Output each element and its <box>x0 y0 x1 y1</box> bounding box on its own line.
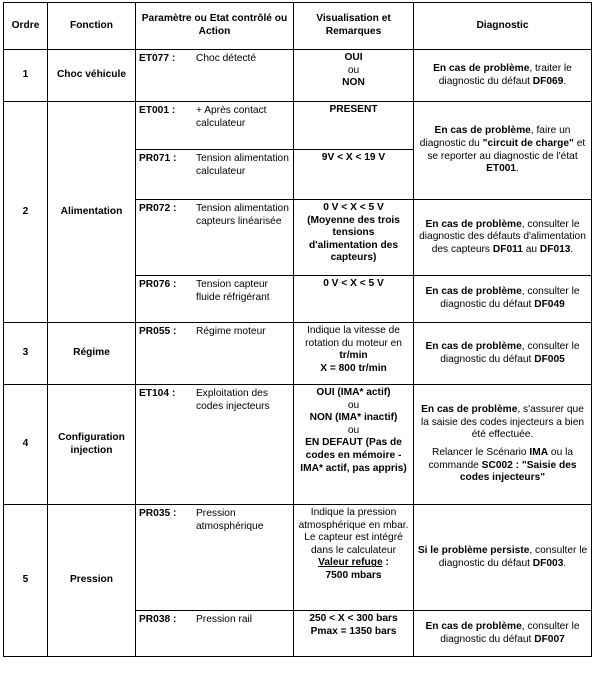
visu-line: (Moyenne des trois tensions d'alimentation des capteurs) <box>307 214 400 264</box>
diag-cell <box>414 276 592 323</box>
diag-text: , consulter le diagnostic du défaut <box>440 340 580 365</box>
diag-cell <box>414 505 592 611</box>
diag-text: Si le problème persiste <box>417 544 530 556</box>
param-cell <box>136 102 294 150</box>
visu-line: 7500 mbars <box>325 569 382 581</box>
diag-text: "circuit de charge" <box>482 137 574 149</box>
diag-text: , consulter le diagnostic du défaut <box>440 286 580 310</box>
diag-text: . <box>563 75 567 87</box>
visu-line: : <box>382 557 389 569</box>
visu-line: ou <box>347 399 360 411</box>
diag-text: DF003 <box>532 557 564 569</box>
visu-line: NON <box>342 77 365 89</box>
diag-text: Relancer le Scénario <box>431 447 530 458</box>
diag-cell <box>414 102 592 200</box>
diag-text: , faire un diagnostic du <box>419 125 571 149</box>
ordre-cell: 3 <box>4 323 48 385</box>
param-code: PR038 : <box>139 614 177 625</box>
visu-line: Pmax = 1350 bars <box>310 625 397 637</box>
table-row <box>4 385 592 505</box>
diag-text: , s'assurer que la saisie des codes injecteurs a bien été effectuée. <box>420 404 585 441</box>
diagnostic-table <box>3 2 592 657</box>
param-code: PR055 : <box>139 326 177 337</box>
visu-line: Valeur refuge <box>318 557 383 569</box>
visu-line: 9V < X < 19 V <box>321 152 386 163</box>
diag-text: En cas de problème <box>425 286 522 298</box>
diag-text: . <box>570 243 574 255</box>
visu-line: 0 V < X < 5 V <box>323 278 384 289</box>
diag-text: DF007 <box>534 633 565 645</box>
visu-cell <box>294 200 414 276</box>
fonction-cell: Alimentation <box>48 102 136 323</box>
header-param: Paramètre ou Etat contrôlé ou Action <box>136 3 294 50</box>
header-fonction: Fonction <box>48 3 136 50</box>
ordre-cell: 4 <box>4 385 48 505</box>
diag-text: ou la commande <box>428 447 573 471</box>
diag-text: DF005 <box>534 353 565 365</box>
fonction-cell: Pression <box>48 505 136 657</box>
param-cell <box>136 323 294 385</box>
diag-text: . <box>516 163 519 175</box>
diag-text: En cas de problème <box>425 218 522 230</box>
table-row <box>4 50 592 102</box>
visu-line: ou <box>347 64 360 76</box>
visu-line: OUI <box>344 52 363 63</box>
diag-cell <box>414 385 592 505</box>
visu-cell <box>294 276 414 323</box>
visu-cell <box>294 102 414 150</box>
diag-text: En cas de problème <box>434 125 531 137</box>
param-cell <box>136 150 294 200</box>
visu-cell <box>294 50 414 102</box>
diag-text: En cas de problème <box>425 340 522 352</box>
param-code: PR072 : <box>139 203 177 214</box>
param-cell <box>136 200 294 276</box>
diag-text: DF011 <box>492 243 523 255</box>
table-row <box>4 505 592 611</box>
diag-text: En cas de problème <box>433 62 530 74</box>
ordre-cell: 5 <box>4 505 48 657</box>
visu-line: tr/min <box>339 350 368 362</box>
diag-text: et se reporter au diagnostic de l'état <box>427 137 586 162</box>
diag-text: . <box>563 557 567 569</box>
param-code: ET104 : <box>139 388 176 399</box>
header-ordre: Ordre <box>4 3 48 50</box>
param-code: ET001 : <box>139 105 176 116</box>
diag-text: , consulter le diagnostic des défauts d'alimentation des capteurs <box>419 218 586 255</box>
param-cell <box>136 385 294 505</box>
visu-line: NON (IMA* inactif) <box>309 412 398 424</box>
diag-text: , traiter le diagnostic du défaut <box>438 62 572 87</box>
param-label: Tension alimentation calculateur <box>196 153 289 177</box>
visu-line: EN DEFAUT (Pas de codes en mémoire - IMA* actif, pas appris) <box>300 437 407 474</box>
visu-cell <box>294 505 414 611</box>
visu-line: Indique la vitesse de rotation du moteur en <box>305 325 402 349</box>
diag-text: ET001 <box>486 163 517 175</box>
visu-cell <box>294 611 414 657</box>
ordre-cell: 2 <box>4 102 48 323</box>
param-label: + Après contact calculateur <box>196 105 267 129</box>
visu-line: PRESENT <box>329 104 378 115</box>
param-code: ET077 : <box>139 53 176 64</box>
param-label: Choc détecté <box>196 53 257 64</box>
diag-text: En cas de problème <box>425 620 522 632</box>
visu-cell <box>294 323 414 385</box>
param-cell <box>136 50 294 102</box>
visu-line: ou <box>347 424 360 436</box>
header-diag: Diagnostic <box>414 3 592 50</box>
table-row <box>4 323 592 385</box>
param-code: PR071 : <box>139 153 177 164</box>
fonction-cell: Configuration injection <box>48 385 136 505</box>
visu-line: X = 800 tr/min <box>320 362 387 374</box>
param-cell <box>136 505 294 611</box>
fonction-cell: Régime <box>48 323 136 385</box>
fonction-cell: Choc véhicule <box>48 50 136 102</box>
param-label: Exploitation des codes injecteurs <box>196 388 270 412</box>
param-label: Pression atmosphérique <box>196 508 264 532</box>
diag-cell <box>414 200 592 276</box>
param-label: Tension alimentation capteurs linéarisée <box>196 203 289 227</box>
param-label: Régime moteur <box>196 326 266 337</box>
diag-cell <box>414 50 592 102</box>
diag-text: DF069 <box>532 75 564 87</box>
param-cell <box>136 611 294 657</box>
ordre-cell: 1 <box>4 50 48 102</box>
diag-cell <box>414 323 592 385</box>
diag-text: DF049 <box>534 299 565 310</box>
diag-text: , consulter le diagnostic du défaut <box>438 544 588 569</box>
diag-text: SC002 : "Saisie des codes injecteurs" <box>459 459 577 484</box>
diag-text: au <box>522 243 540 255</box>
visu-line: OUI (IMA* actif) <box>316 387 391 398</box>
param-label: Tension capteur fluide réfrigérant <box>196 279 270 303</box>
visu-line: 0 V < X < 5 V <box>323 202 384 213</box>
diag-text: DF013 <box>539 243 571 255</box>
table-row <box>4 102 592 150</box>
visu-line: Indique la pression atmosphérique en mbar. Le capteur est intégré dans le calculateur <box>298 507 409 556</box>
diag-text: IMA <box>529 447 549 458</box>
param-code: PR076 : <box>139 279 177 290</box>
visu-line: 250 < X < 300 bars <box>309 613 398 624</box>
header-visu: Visualisation et Remarques <box>294 3 414 50</box>
visu-cell <box>294 385 414 505</box>
diag-cell <box>414 611 592 657</box>
visu-cell <box>294 150 414 200</box>
header-row <box>4 3 592 50</box>
param-cell <box>136 276 294 323</box>
diag-text: En cas de problème <box>421 404 518 416</box>
param-code: PR035 : <box>139 508 177 519</box>
diag-text: , consulter le diagnostic du défaut <box>440 620 580 645</box>
param-label: Pression rail <box>196 614 253 625</box>
